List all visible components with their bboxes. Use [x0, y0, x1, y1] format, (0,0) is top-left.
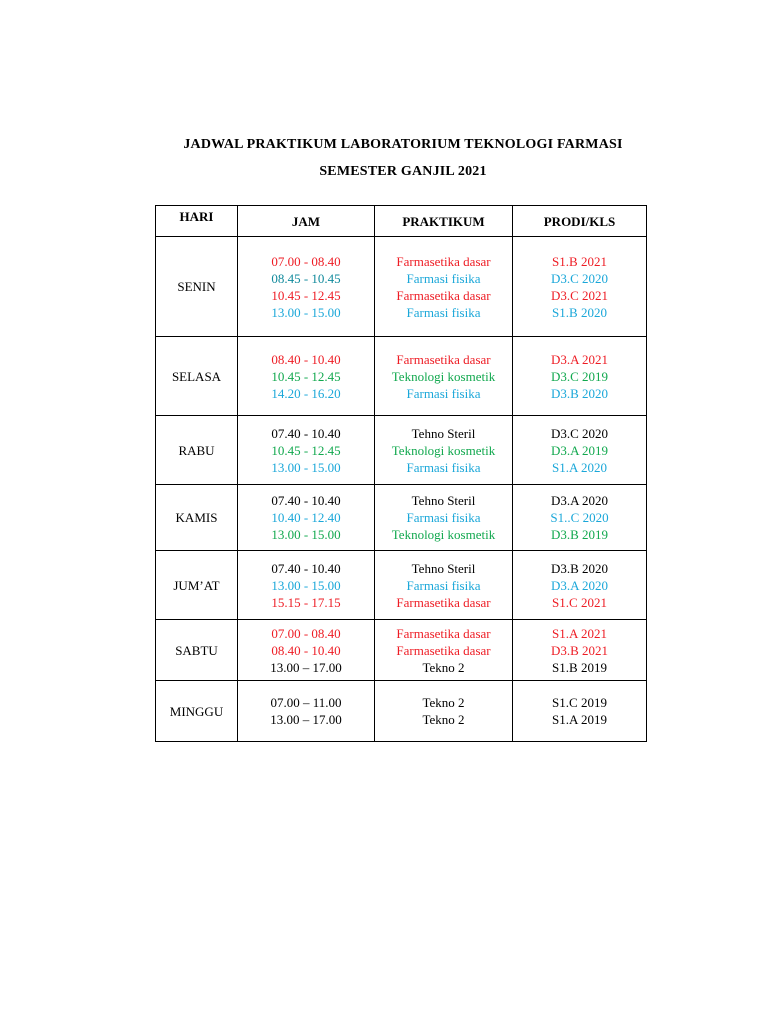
- kelas-cell: [513, 337, 647, 416]
- table-row: [156, 620, 647, 681]
- praktikum-entry: Farmasi fisika: [406, 510, 481, 525]
- kelas-entry: S1.B 2021: [552, 253, 607, 269]
- jam-entry: 13.00 – 17.00: [270, 712, 342, 727]
- jam-entry: 15.15 - 17.15: [271, 594, 341, 610]
- day-cell: RABU: [156, 416, 238, 485]
- day-cell: MINGGU: [156, 681, 238, 742]
- jam-entry: 13.00 - 15.00: [271, 577, 341, 593]
- jam-cell: [238, 620, 375, 681]
- header-hari: HARI: [156, 206, 238, 237]
- praktikum-cell: [375, 620, 513, 681]
- jam-entry: 08.45 - 10.45: [271, 270, 341, 286]
- header-praktikum: PRAKTIKUM: [375, 206, 513, 237]
- jam-entry: 13.00 – 17.00: [270, 659, 342, 675]
- kelas-entry: S1.A 2020: [552, 459, 607, 475]
- praktikum-cell: [375, 237, 513, 337]
- praktikum-entry: Tekno 2: [422, 659, 465, 675]
- kelas-entry: D3.B 2020: [550, 385, 609, 401]
- kelas-cell: [513, 551, 647, 620]
- kelas-entry: S1.C 2019: [552, 695, 607, 710]
- jam-entry: 10.45 - 12.45: [271, 442, 341, 458]
- kelas-entry: S1.A 2019: [552, 712, 607, 727]
- jam-cell: [238, 416, 375, 485]
- table-row: [156, 551, 647, 620]
- jam-entry: 07.00 - 08.40: [271, 253, 341, 269]
- praktikum-entry: Tehno Steril: [411, 425, 476, 441]
- schedule-table: [155, 205, 647, 742]
- jam-entry: 10.45 - 12.45: [271, 368, 341, 384]
- kelas-entry: D3.C 2020: [550, 270, 609, 286]
- praktikum-entry: Teknologi kosmetik: [391, 368, 496, 384]
- jam-entry: 07.40 - 10.40: [271, 425, 341, 441]
- kelas-cell: [513, 485, 647, 551]
- jam-entry: 14.20 - 16.20: [271, 385, 341, 401]
- schedule-body: [156, 237, 647, 742]
- praktikum-entry: Farmasi fisika: [406, 577, 481, 593]
- jam-entry: 07.40 - 10.40: [271, 560, 341, 576]
- header-jam: JAM: [238, 206, 375, 237]
- jam-entry: 13.00 - 15.00: [271, 527, 341, 542]
- kelas-entry: D3.A 2019: [550, 442, 609, 458]
- kelas-cell: [513, 681, 647, 742]
- jam-entry: 08.40 - 10.40: [271, 642, 341, 658]
- praktikum-cell: [375, 551, 513, 620]
- header-row: [156, 206, 647, 237]
- jam-entry: 10.45 - 12.45: [271, 287, 341, 303]
- praktikum-entry: Farmasi fisika: [406, 270, 481, 286]
- jam-entry: 07.00 - 08.40: [271, 625, 341, 641]
- jam-cell: [238, 681, 375, 742]
- praktikum-entry: Tehno Steril: [411, 493, 476, 508]
- praktikum-cell: [375, 681, 513, 742]
- praktikum-entry: Teknologi kosmetik: [391, 527, 496, 542]
- kelas-entry: D3.B 2019: [550, 527, 609, 542]
- praktikum-cell: [375, 416, 513, 485]
- kelas-entry: D3.A 2021: [550, 351, 609, 367]
- kelas-entry: D3.A 2020: [550, 493, 609, 508]
- praktikum-entry: Farmasi fisika: [406, 385, 481, 401]
- jam-cell: [238, 337, 375, 416]
- jam-entry: 10.40 - 12.40: [271, 510, 341, 525]
- kelas-entry: D3.B 2021: [550, 642, 609, 658]
- day-cell: SENIN: [156, 237, 238, 337]
- kelas-entry: S1.A 2021: [552, 625, 607, 641]
- jam-entry: 08.40 - 10.40: [271, 351, 341, 367]
- jam-entry: 07.40 - 10.40: [271, 493, 341, 508]
- table-row: [156, 485, 647, 551]
- praktikum-entry: Farmasetika dasar: [396, 253, 491, 269]
- praktikum-entry: Teknologi kosmetik: [391, 442, 496, 458]
- kelas-entry: S1..C 2020: [550, 510, 609, 525]
- kelas-entry: S1.B 2019: [552, 659, 607, 675]
- kelas-entry: D3.C 2019: [550, 368, 609, 384]
- day-cell: SELASA: [156, 337, 238, 416]
- praktikum-entry: Farmasetika dasar: [396, 625, 491, 641]
- day-cell: KAMIS: [156, 485, 238, 551]
- jam-cell: [238, 485, 375, 551]
- jam-entry: 13.00 - 15.00: [271, 304, 341, 320]
- kelas-cell: [513, 620, 647, 681]
- jam-entry: 07.00 – 11.00: [270, 695, 342, 710]
- kelas-entry: S1.C 2021: [552, 594, 607, 610]
- praktikum-entry: Tekno 2: [422, 712, 465, 727]
- kelas-entry: D3.B 2020: [550, 560, 609, 576]
- praktikum-entry: Farmasi fisika: [406, 304, 481, 320]
- day-cell: SABTU: [156, 620, 238, 681]
- table-row: [156, 237, 647, 337]
- jam-cell: [238, 551, 375, 620]
- jam-cell: [238, 237, 375, 337]
- praktikum-entry: Farmasetika dasar: [396, 351, 491, 367]
- table-row: [156, 337, 647, 416]
- kelas-cell: [513, 237, 647, 337]
- praktikum-entry: Farmasetika dasar: [396, 287, 491, 303]
- table-row: [156, 681, 647, 742]
- day-cell: JUM’AT: [156, 551, 238, 620]
- kelas-entry: S1.B 2020: [552, 304, 607, 320]
- jam-entry: 13.00 - 15.00: [271, 459, 341, 475]
- page-title: JADWAL PRAKTIKUM LABORATORIUM TEKNOLOGI FARMASI: [183, 137, 623, 152]
- praktikum-cell: [375, 485, 513, 551]
- page-subtitle: SEMESTER GANJIL 2021: [319, 164, 487, 179]
- praktikum-entry: Farmasi fisika: [406, 459, 481, 475]
- kelas-entry: D3.C 2021: [550, 287, 609, 303]
- table-row: [156, 416, 647, 485]
- praktikum-entry: Farmasetika dasar: [396, 642, 491, 658]
- kelas-cell: [513, 416, 647, 485]
- praktikum-entry: Tekno 2: [422, 695, 465, 710]
- kelas-entry: D3.C 2020: [550, 425, 609, 441]
- praktikum-cell: [375, 337, 513, 416]
- header-prodi-kls: PRODI/KLS: [513, 206, 647, 237]
- praktikum-entry: Farmasetika dasar: [396, 594, 491, 610]
- praktikum-entry: Tehno Steril: [411, 560, 476, 576]
- kelas-entry: D3.A 2020: [550, 577, 609, 593]
